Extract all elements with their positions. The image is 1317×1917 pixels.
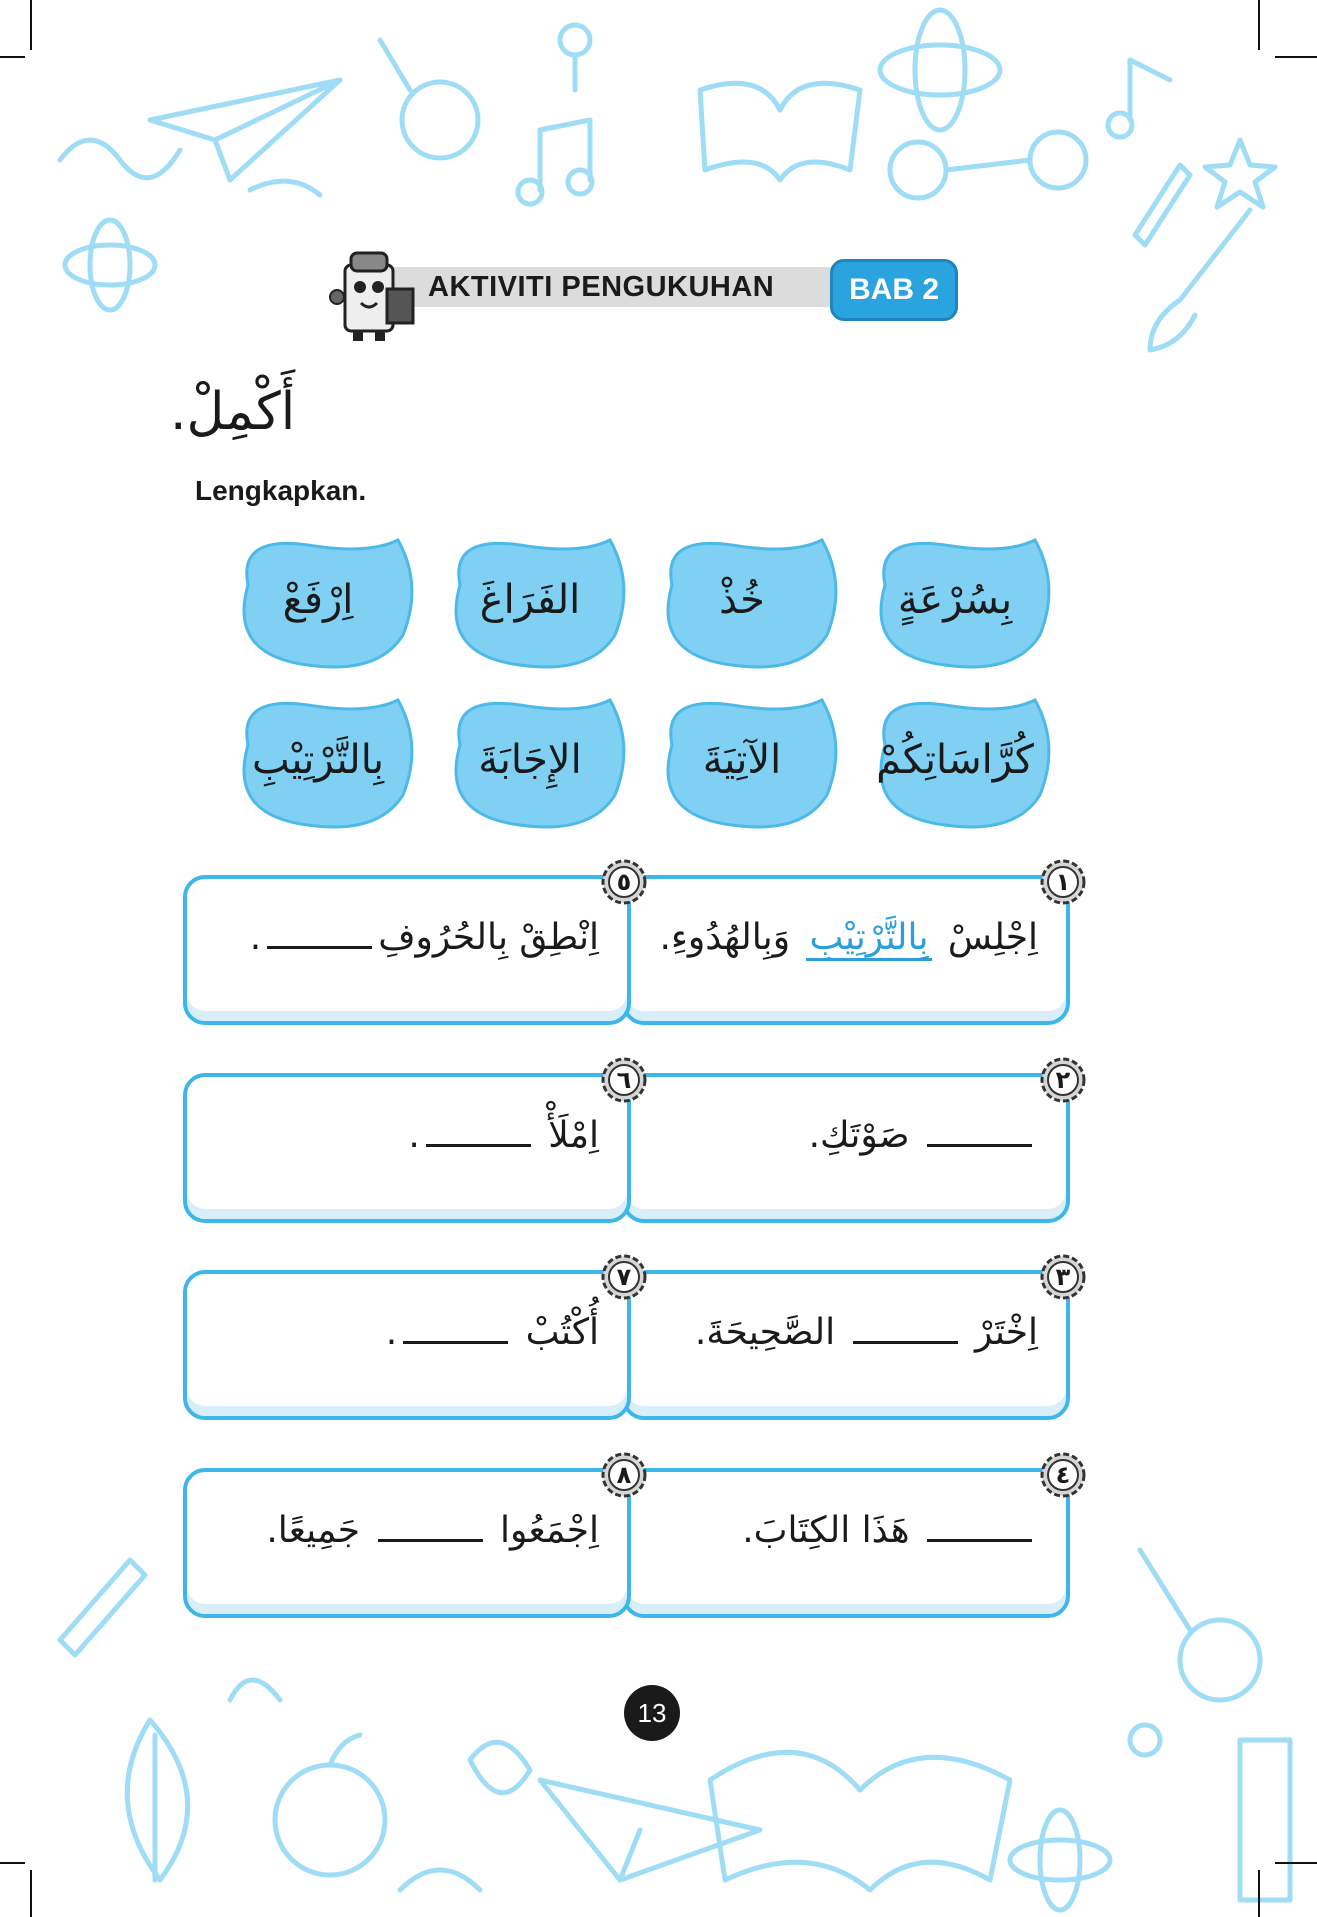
word-blob: [855, 525, 1055, 675]
answer-blank[interactable]: [927, 1511, 1032, 1542]
book-icon: [700, 83, 860, 180]
mascot-icon: [325, 245, 430, 345]
sentence-after: صَوْتَكِ.: [808, 1115, 910, 1156]
question-number-badge: [601, 859, 647, 905]
header-title: AKTIVITI PENGUKUHAN: [428, 271, 775, 303]
sentence-before: أُكْتُبْ: [525, 1312, 599, 1353]
activity-header: [325, 245, 965, 325]
question-number-badge: [1040, 1452, 1086, 1498]
pencil-icon: [60, 1560, 145, 1655]
question-box-4: [622, 1461, 1071, 1618]
crop-mark: [1258, 0, 1260, 50]
sentence-after: .: [408, 1115, 420, 1156]
sentence-after: .: [385, 1312, 398, 1353]
atom-icon-3: [1010, 1840, 1110, 1880]
sentence-after: الصَّحِيحَةَ.: [694, 1312, 836, 1353]
word-blob: [430, 525, 630, 675]
answer-blank[interactable]: [927, 1116, 1032, 1147]
answer-blank[interactable]: [853, 1313, 958, 1344]
sentence: [646, 1312, 1038, 1353]
sentence-after: هَذَا الكِتَابَ.: [742, 1510, 910, 1551]
question-number: ٤: [1055, 1461, 1071, 1489]
atom-icon: [880, 45, 1000, 95]
crop-mark: [30, 1870, 32, 1917]
sentence-before: اِجْمَعُوا: [499, 1510, 599, 1551]
sentence-before: اِمْلَأْ: [548, 1115, 599, 1156]
flower-icon-2: [1130, 1725, 1160, 1755]
crop-mark: [0, 1862, 25, 1864]
word-text: بِسُرْعَةٍ: [897, 577, 1013, 623]
word-blob: [642, 525, 842, 675]
word-blob: [218, 685, 418, 835]
word-text: بِالتَّرْتِيْبِ: [251, 737, 385, 783]
word-text: خُذْ: [719, 577, 765, 623]
question-box-6: [183, 1066, 632, 1223]
magnifier-icon-2: [1180, 1620, 1260, 1700]
word-text: اِرْفَعْ: [282, 577, 354, 623]
sentence: [207, 1510, 599, 1551]
question-box-7: [183, 1263, 632, 1420]
question-box-5: [183, 868, 632, 1025]
question-number: ٥: [616, 868, 632, 896]
paper-plane-icon: [150, 80, 340, 180]
word-blob: [855, 685, 1055, 835]
question-box-2: [622, 1066, 1071, 1223]
music-note-icon-2: [1130, 60, 1170, 120]
question-number-badge: [601, 1057, 647, 1103]
pen-icon: [1135, 165, 1190, 245]
sentence: [646, 1115, 1038, 1156]
sentence: [207, 1312, 599, 1353]
sentence-after: وَبِالهُدُوءِ.: [659, 917, 791, 958]
glasses-icon: [890, 132, 1086, 198]
apple-icon: [275, 1765, 385, 1875]
sentence: [646, 917, 1038, 958]
answer-blank[interactable]: [378, 1511, 483, 1542]
chapter-badge: BAB 2: [830, 259, 958, 321]
sentence-before: اِنْطِقْ بِالحُرُوفِ: [378, 917, 599, 958]
question-number-badge: [1040, 1254, 1086, 1300]
word-text: الفَرَاغَ: [479, 577, 581, 623]
sentence-after: .: [249, 917, 262, 958]
sentence-before: اِخْتَرْ: [975, 1312, 1038, 1353]
music-note-icon: [540, 120, 590, 190]
answer-blank[interactable]: [403, 1313, 508, 1344]
leaf-icon: [127, 1720, 187, 1880]
question-box-8: [183, 1461, 632, 1618]
question-number-badge: [601, 1254, 647, 1300]
question-number: ٧: [616, 1263, 632, 1291]
question-number: ٣: [1055, 1263, 1071, 1291]
crop-mark: [1275, 56, 1317, 58]
brush-icon: [1150, 210, 1250, 350]
sentence-before: اِجْلِسْ: [947, 917, 1038, 958]
book-icon-2: [710, 1752, 1010, 1890]
question-box-1: [622, 868, 1071, 1025]
answer-filled[interactable]: بِالتَّرْتِيْبِ: [806, 917, 933, 961]
crop-mark: [0, 56, 25, 58]
sentence: [207, 1115, 599, 1156]
answer-blank[interactable]: [267, 918, 372, 949]
page-number: 13: [624, 1685, 680, 1741]
word-text: الإِجَابَةَ: [478, 737, 582, 783]
question-box-3: [622, 1263, 1071, 1420]
ruler-icon: [1240, 1740, 1290, 1900]
question-number-badge: [601, 1452, 647, 1498]
atom-icon-2: [65, 245, 155, 285]
answer-blank[interactable]: [426, 1116, 531, 1147]
sentence: [207, 917, 599, 958]
word-blob: [430, 685, 630, 835]
crop-mark: [1258, 1870, 1260, 1917]
instruction-arabic: أَكْمِلْ.: [170, 382, 296, 442]
magnifier-icon: [402, 82, 478, 158]
question-number: ٨: [616, 1461, 632, 1489]
sentence: [646, 1510, 1038, 1551]
word-blob: [218, 525, 418, 675]
question-number-badge: [1040, 859, 1086, 905]
word-blob: [642, 685, 842, 835]
crop-mark: [1275, 1862, 1317, 1864]
word-text: كُرَّاسَاتِكُمْ: [876, 737, 1034, 783]
crop-mark: [30, 0, 32, 50]
flower-icon: [560, 25, 590, 90]
word-text: الآتِيَةَ: [702, 737, 782, 783]
star-icon: [1205, 140, 1275, 207]
question-number: ٦: [616, 1066, 632, 1094]
question-number-badge: [1040, 1057, 1086, 1103]
question-number: ١: [1055, 868, 1071, 896]
question-number: ٢: [1055, 1066, 1071, 1094]
paper-plane-icon-2: [540, 1780, 760, 1880]
instruction-malay: Lengkapkan.: [195, 475, 367, 506]
sentence-after: جَمِيعًا.: [266, 1510, 361, 1551]
